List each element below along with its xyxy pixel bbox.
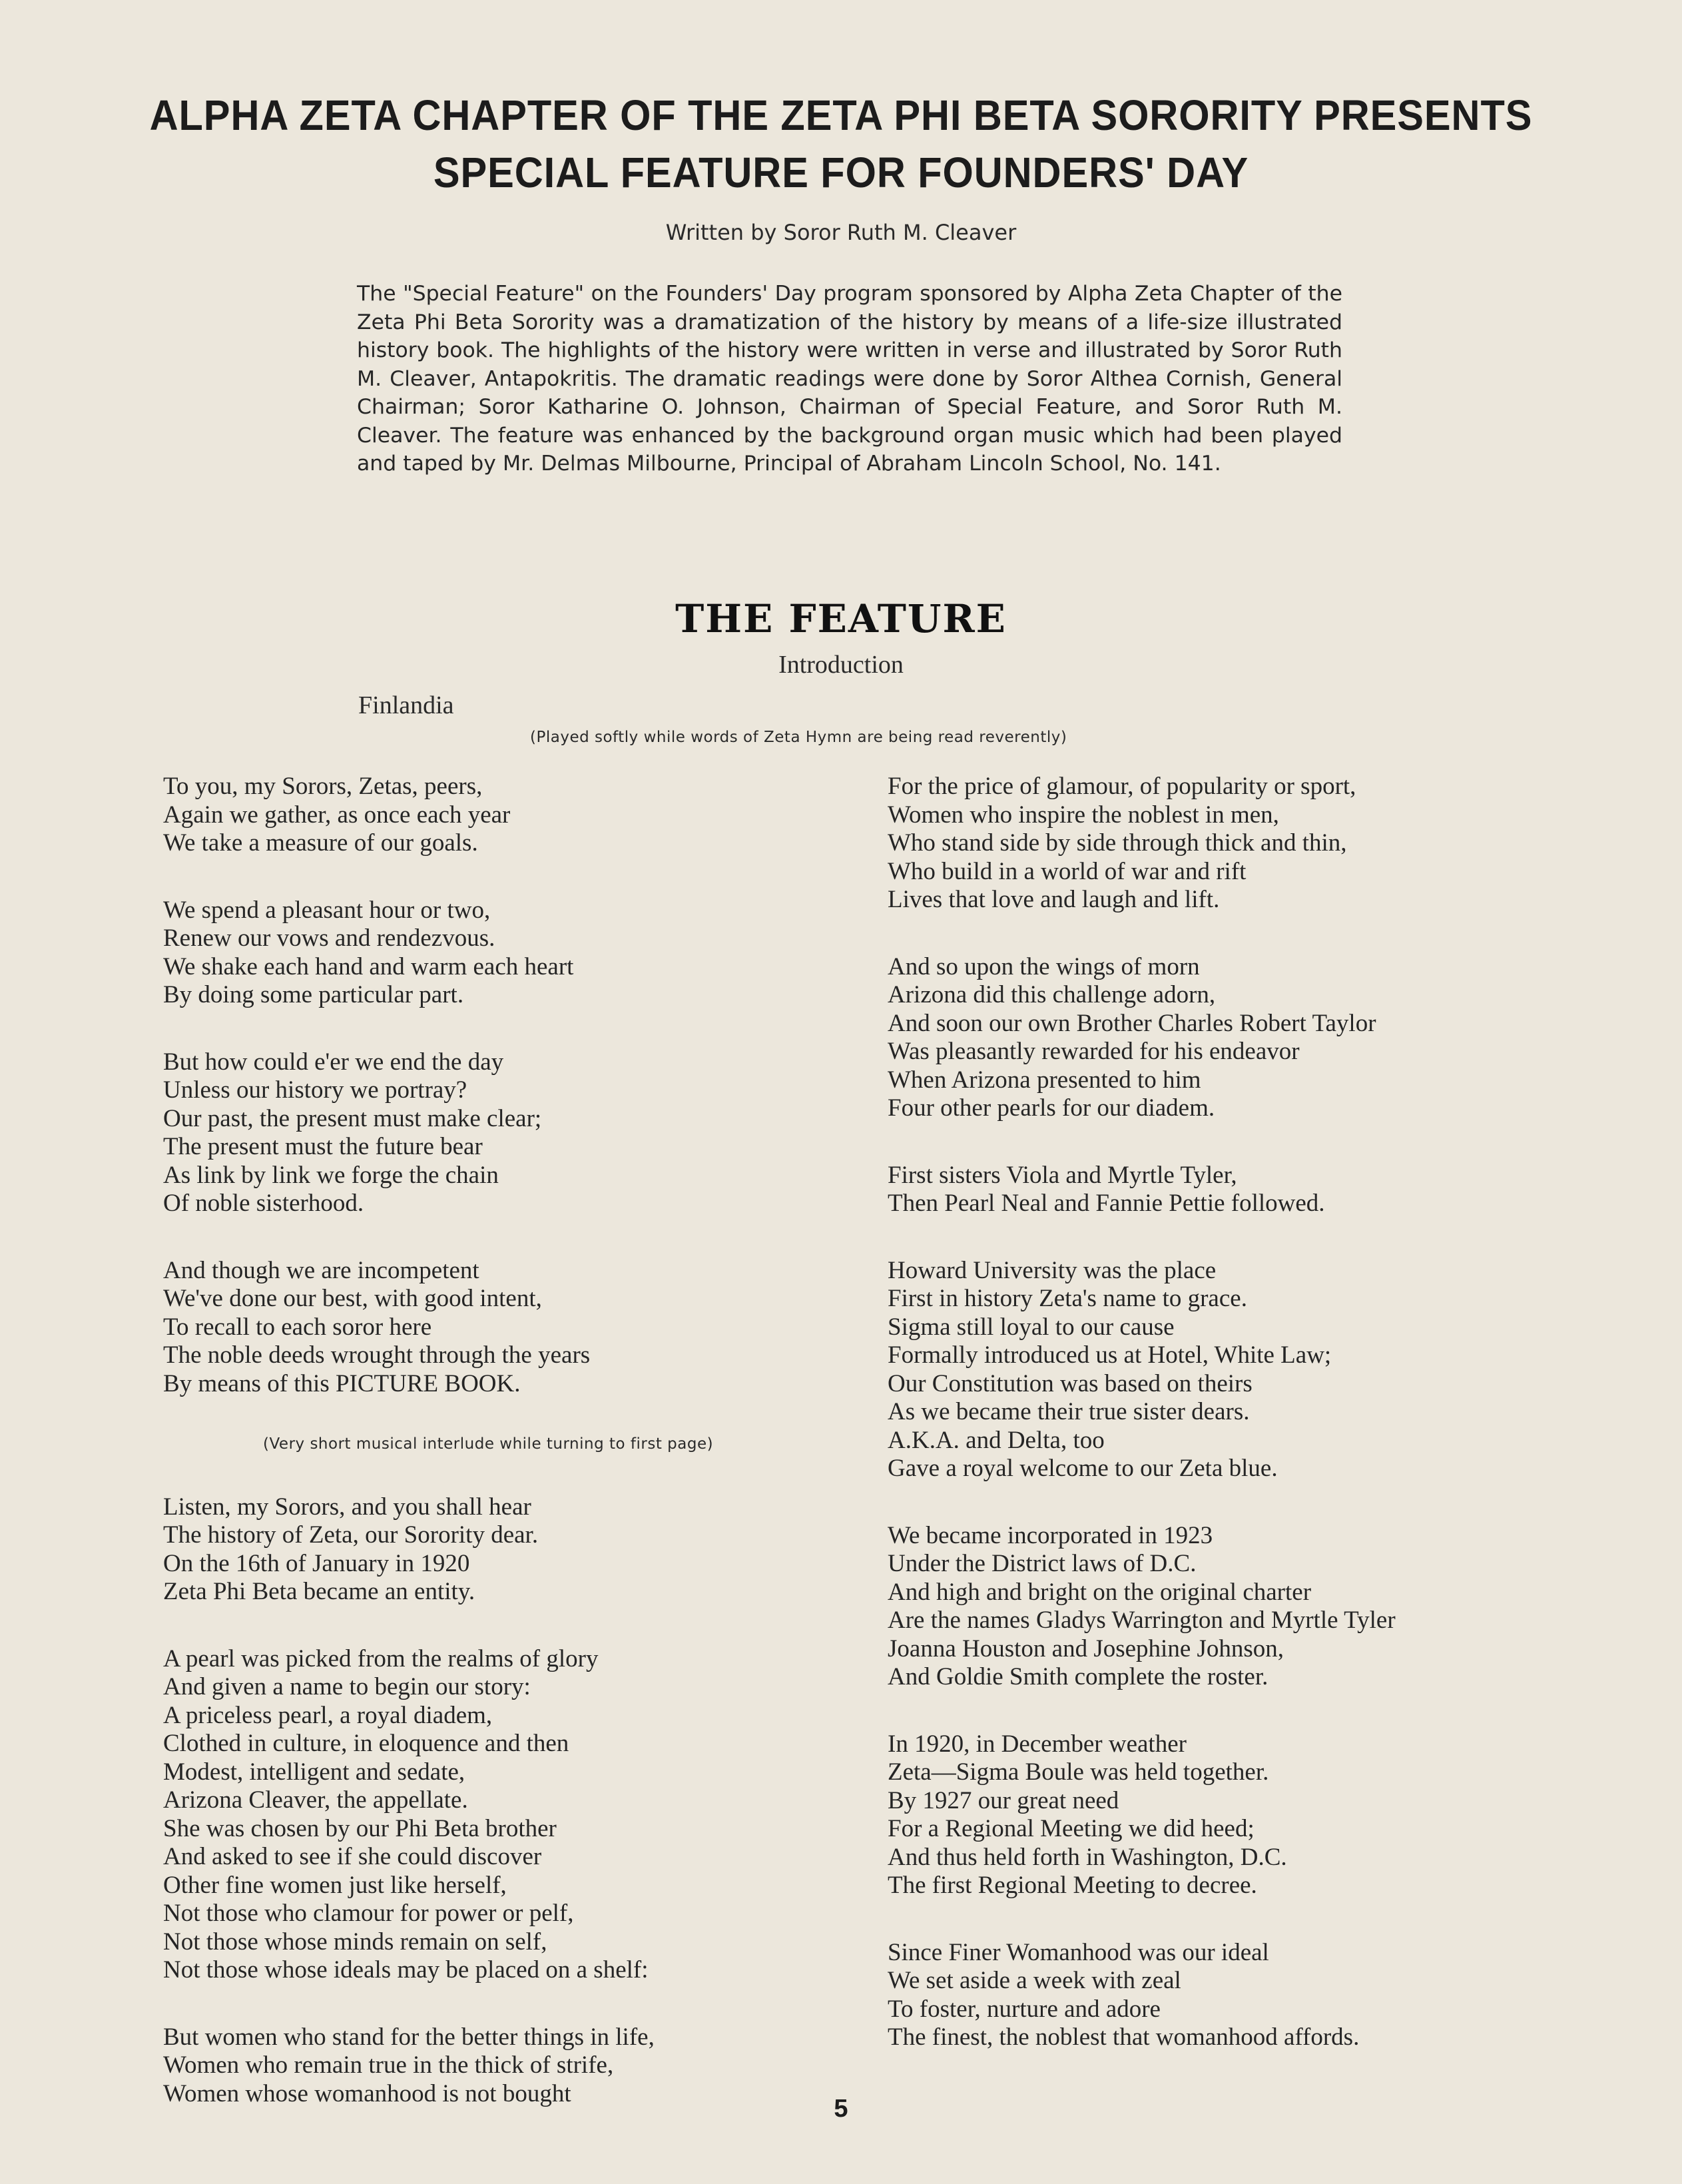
verse-line: First in history Zeta's name to grace. [888,1285,1247,1312]
headline-line-2: SPECIAL FEATURE FOR FOUNDERS' DAY [433,149,1249,196]
verse-line: Lives that love and laugh and lift. [888,886,1220,913]
verse-line: Was pleasantly rewarded for his endeavor [888,1038,1300,1065]
verse-line: And asked to see if she could discover [163,1843,542,1870]
verse-line: And so upon the wings of morn [888,952,1200,980]
verse-line: Not those whose ideals may be placed on a shelf: [163,1956,649,1984]
verse-line: Howard University was the place [888,1256,1217,1284]
verse-line: We shake each hand and warm each heart [163,952,574,980]
stanza [163,1493,862,1607]
verse-line: For a Regional Meeting we did heed; [888,1815,1255,1842]
stanza [888,1939,1560,2052]
stanza [163,773,862,858]
verse-line: As we became their true sister dears. [888,1398,1250,1425]
verse-line: Modest, intelligent and sedate, [163,1758,465,1786]
verse-line: Our Constitution was based on theirs [888,1369,1253,1397]
verse-line: Listen, my Sorors, and you shall hear [163,1493,531,1521]
verse-line: And high and bright on the original charter [888,1578,1312,1606]
feature-title: THE FEATURE [675,596,1007,641]
verse-line: Arizona did this challenge adorn, [888,981,1216,1008]
verse-line: The present must the future bear [163,1133,483,1160]
verse-line: We spend a pleasant hour or two, [163,896,491,924]
verse-line: Clothed in culture, in eloquence and then [163,1730,569,1757]
verse-line: And though we are incompetent [163,1256,479,1284]
verse-line: Renew our vows and rendezvous. [163,924,495,952]
verse-line: Formally introduced us at Hotel, White Law; [888,1341,1332,1369]
verse-line: But how could e'er we end the day [163,1048,504,1076]
stanza [163,1257,862,1399]
verse-line: Gave a royal welcome to our Zeta blue. [888,1455,1278,1482]
verse-line: Who stand side by side through thick and thin, [888,829,1347,857]
verse-line: Then Pearl Neal and Fannie Pettie followed. [888,1190,1325,1217]
verse-line: She was chosen by our Phi Beta brother [163,1814,557,1842]
stanza [163,1048,862,1218]
verse-line: Are the names Gladys Warrington and Myrtle Tyler [888,1607,1396,1634]
verse-line: Joanna Houston and Josephine Johnson, [888,1635,1284,1662]
verse-line: We set aside a week with zeal [888,1967,1181,1994]
right-stanzas [888,773,1560,2052]
verse-line: But women who stand for the better things in life, [163,2023,655,2051]
byline: Written by Soror Ruth M. Cleaver [665,220,1017,245]
verse-line: We became incorporated in 1923 [888,1521,1213,1549]
verse-line: When Arizona presented to him [888,1066,1201,1094]
verse-line: By means of this PICTURE BOOK. [163,1369,521,1397]
stanza [888,773,1560,914]
verse-line: Unless our history we portray? [163,1076,467,1104]
verse-line: Of noble sisterhood. [163,1190,364,1217]
verse-line: The finest, the noblest that womanhood affords. [888,2023,1360,2051]
verse-line: Since Finer Womanhood was our ideal [888,1938,1269,1966]
verse-line: In 1920, in December weather [888,1730,1187,1758]
verse-line: Not those whose minds remain on self, [163,1928,547,1956]
left-stanzas [163,773,862,1398]
verse-line: To foster, nurture and adore [888,1995,1161,2023]
left-column [163,773,862,2147]
verse-line: For the price of glamour, of popularity or sport, [888,773,1356,800]
tune-name: Finlandia [358,691,454,719]
verse-line: Women who remain true in the thick of strife, [163,2051,614,2079]
verse-line: By doing some particular part. [163,981,464,1008]
verse-line: Zeta—Sigma Boule was held together. [888,1758,1269,1786]
verse-line: Our past, the present must make clear; [163,1104,542,1132]
verse-line: Women whose womanhood is not bought [163,2079,571,2107]
tune-note: (Played softly while words of Zeta Hymn are being read reverently) [530,729,1067,746]
stanza [888,1522,1560,1692]
verse-line: Other fine women just like herself, [163,1871,507,1899]
verse-line: Sigma still loyal to our cause [888,1313,1175,1341]
verse-line: To you, my Sorors, Zetas, peers, [163,773,483,800]
stanza [888,1730,1560,1900]
stanza [163,1645,862,1985]
verse-line: And soon our own Brother Charles Robert Taylor [888,1009,1376,1037]
verse-line: We've done our best, with good intent, [163,1285,542,1312]
verse-line: Under the District laws of D.C. [888,1550,1197,1577]
verse-line: The first Regional Meeting to decree. [888,1872,1257,1899]
verse-line: The history of Zeta, our Sorority dear. [163,1521,539,1549]
stanza [163,897,862,1010]
verse-line: On the 16th of January in 1920 [163,1549,470,1577]
verse-line: As link by link we forge the chain [163,1161,499,1189]
left-stanzas-continued [163,1493,862,2109]
stanza [888,1257,1560,1483]
headline-line-1: ALPHA ZETA CHAPTER OF THE ZETA PHI BETA SORORITY PRESENTS [149,91,1533,139]
intro-paragraph: The "Special Feature" on the Founders' Day program sponsored by Alpha Zeta Chapter of the Zeta Phi Beta Sorority was a dramatization of the history by means of a life-size illustrated history book. The highlights of the history were written in verse and illustrated by Soror Ruth M. Cleaver, Antapokritis. The dramatic readings were done by Soror Althea Cornish, General Chairman; Soror Katharine O. Johnson, Chairman of Special Feature, and Soror Ruth M. Cleaver. The feature was enhanced by the background organ music which had been played and taped by Mr. Delmas Milbourne, Principal of Abraham Lincoln School, No. 141. [357,282,1342,476]
verse-line: Four other pearls for our diadem. [888,1094,1215,1122]
stanza [888,953,1560,1123]
verse-line: Again we gather, as once each year [163,801,511,829]
verse-line: Zeta Phi Beta became an entity. [163,1578,475,1605]
verse-line: To recall to each soror here [163,1313,432,1341]
stanza [888,1162,1560,1218]
page-number: 5 [834,2095,848,2123]
feature-subtitle: Introduction [778,651,904,679]
verse-line: And given a name to begin our story: [163,1673,531,1700]
verse-line: A pearl was picked from the realms of glory [163,1644,599,1672]
verse-line: Arizona Cleaver, the appellate. [163,1786,468,1814]
verse-line: And thus held forth in Washington, D.C. [888,1843,1287,1871]
verse-line: We take a measure of our goals. [163,829,478,857]
verse-line: Women who inspire the noblest in men, [888,801,1279,829]
verse-line: The noble deeds wrought through the years [163,1341,591,1369]
verse-line: And Goldie Smith complete the roster. [888,1663,1268,1690]
interlude-note: (Very short musical interlude while turning to first page) [263,1435,714,1453]
verse-line: First sisters Viola and Myrtle Tyler, [888,1161,1237,1189]
right-column [888,773,1560,2091]
verse-line: Not those who clamour for power or pelf, [163,1900,574,1927]
verse-line: Who build in a world of war and rift [888,857,1247,885]
verse-line: A priceless pearl, a royal diadem, [163,1701,493,1729]
verse-line: A.K.A. and Delta, too [888,1426,1105,1454]
verse-line: By 1927 our great need [888,1786,1119,1814]
